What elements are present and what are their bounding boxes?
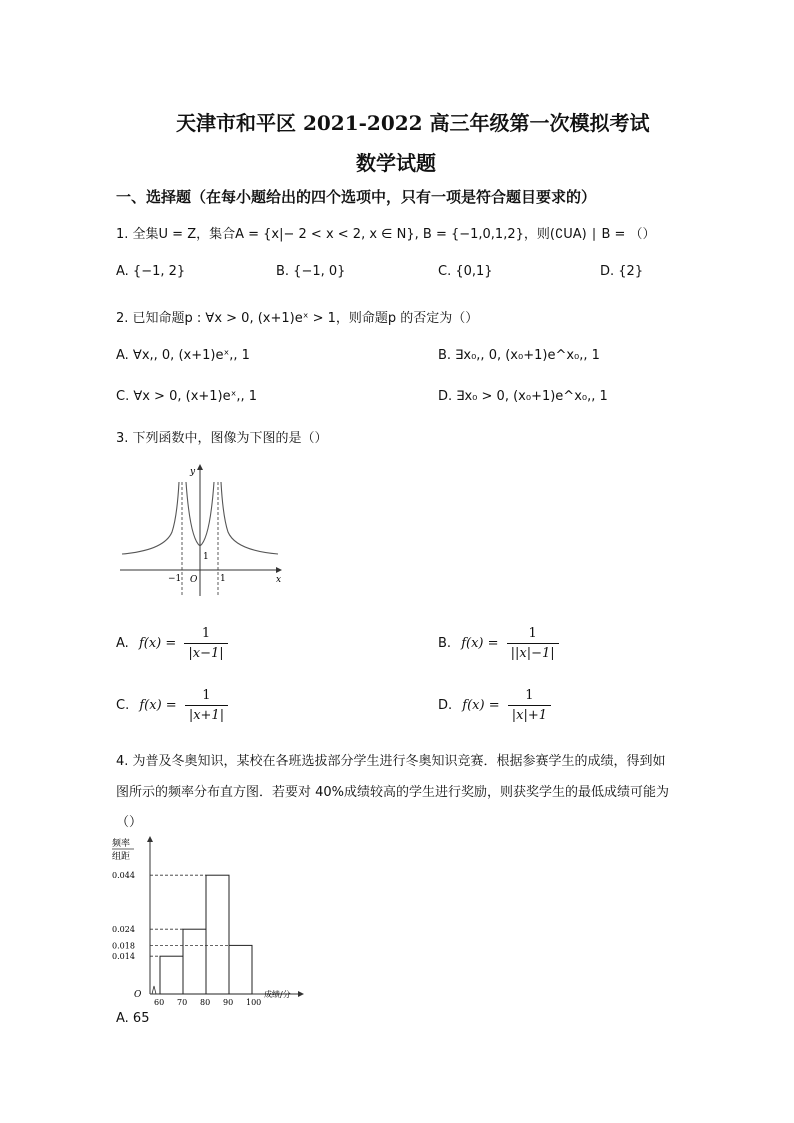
graph-label-x: x — [276, 575, 282, 585]
q1-option-b[interactable]: B. {−1, 0} — [276, 264, 346, 279]
hist-xlabel: 成绩/分 — [264, 990, 291, 999]
graph-label-neg1: −1 — [168, 574, 182, 584]
q3-d-label: D. — [438, 698, 453, 713]
question-1: 1. 全集U = Z，集合A = {x|− 2 < x < 2, x ∈ N}, B = {−1,0,1,2}，则(∁UA) ∣ B = （） — [116, 227, 656, 242]
hist-xtick-90: 90 — [223, 998, 234, 1006]
graph-x-arrow — [276, 567, 282, 573]
q3-option-d[interactable] — [438, 688, 551, 723]
q2-option-c[interactable]: C. ∀x > 0, (x+1)eˣ,, 1 — [116, 389, 258, 404]
graph-label-y: y — [190, 467, 196, 477]
q3-c-den: |x+1| — [185, 705, 228, 723]
q3-a-label: A. — [116, 636, 129, 651]
hist-ytick-0.014: 0.014 — [112, 952, 135, 962]
hist-y-arrow — [147, 836, 153, 842]
curve-left-outer — [122, 482, 179, 554]
hist-xtick-70: 70 — [177, 998, 188, 1006]
q2-option-a[interactable]: A. ∀x,, 0, (x+1)eˣ,, 1 — [116, 348, 250, 363]
hist-bar-60 — [160, 956, 183, 994]
q3-d-lhs: f(x) = — [462, 698, 500, 713]
graph-y-arrow — [197, 464, 203, 470]
hist-ytick-0.044: 0.044 — [112, 871, 135, 881]
q1-option-c[interactable]: C. {0,1} — [438, 264, 493, 279]
hist-ytick-0.024: 0.024 — [112, 925, 135, 935]
q3-option-b[interactable] — [438, 626, 559, 661]
q1-option-a[interactable]: A. {−1, 2} — [116, 264, 186, 279]
hist-x-arrow — [298, 991, 304, 997]
q3-d-den: |x|+1 — [508, 705, 551, 723]
q2-option-b[interactable]: B. ∃x₀,, 0, (x₀+1)e^x₀,, 1 — [438, 348, 600, 363]
q3-d-fraction — [508, 688, 551, 723]
q4-option-a[interactable]: A. 65 — [116, 1011, 150, 1026]
curve-right-outer — [221, 482, 278, 554]
paper-subtitle: 数学试题 — [356, 151, 436, 175]
question-4-line3: （） — [116, 815, 143, 830]
q3-d-num: 1 — [525, 688, 534, 703]
q3-a-lhs: f(x) = — [138, 636, 177, 651]
q3-c-fraction — [185, 688, 228, 723]
question-3: 3. 下列函数中，图像为下图的是（） — [116, 431, 328, 446]
question-2: 2. 已知命题p : ∀x > 0, (x+1)eˣ > 1，则命题p 的否定为（） — [116, 311, 479, 326]
hist-xtick-100: 100 — [246, 998, 262, 1006]
q3-c-label: C. — [116, 698, 130, 713]
q3-b-den: ||x|−1| — [507, 643, 559, 661]
hist-ylabel-top: 频率 — [112, 839, 131, 849]
q3-a-num: 1 — [201, 626, 211, 641]
q3-c-num: 1 — [202, 688, 211, 703]
hist-xtick-60: 60 — [154, 998, 165, 1006]
q3-a-den: |x−1| — [184, 643, 227, 661]
hist-origin-label: O — [134, 990, 142, 1000]
q3-b-fraction — [507, 626, 559, 661]
hist-bar-90 — [229, 945, 252, 994]
question-4-line1: 4. 为普及冬奥知识，某校在各班选拔部分学生进行冬奥知识竞赛．根据参赛学生的成绩，得到如 — [116, 754, 666, 769]
hist-xtick-80: 80 — [200, 998, 211, 1006]
section-heading: 一、选择题（在每小题给出的四个选项中，只有一项是符合题目要求的） — [116, 188, 597, 206]
hist-bar-80 — [206, 875, 229, 994]
q1-option-d[interactable]: D. {2} — [600, 264, 644, 279]
q2-option-d[interactable]: D. ∃x₀ > 0, (x₀+1)e^x₀,, 1 — [438, 389, 608, 404]
q3-option-a[interactable] — [116, 626, 228, 661]
graph-label-1: 1 — [220, 574, 226, 584]
paper-title: 天津市和平区 2021-2022 高三年级第一次模拟考试 — [176, 111, 650, 135]
frequency-histogram — [108, 834, 318, 1006]
graph-label-y1: 1 — [203, 552, 209, 562]
function-graph — [116, 460, 286, 600]
q3-b-lhs: f(x) = — [461, 636, 499, 651]
q3-a-fraction — [184, 626, 227, 661]
hist-ytick-0.018: 0.018 — [112, 941, 135, 951]
q3-c-lhs: f(x) = — [139, 698, 177, 713]
hist-bar-70 — [183, 929, 206, 994]
q3-option-c[interactable] — [116, 688, 228, 723]
hist-axis-break — [152, 986, 156, 994]
q3-b-label: B. — [438, 636, 452, 651]
q3-b-num: 1 — [528, 626, 537, 641]
graph-label-origin: O — [190, 575, 198, 585]
hist-ylabel-bottom: 组距 — [112, 852, 131, 862]
question-4-line2: 图所示的频率分布直方图．若要对 40%成绩较高的学生进行奖励，则获奖学生的最低成绩可能为 — [116, 785, 670, 800]
